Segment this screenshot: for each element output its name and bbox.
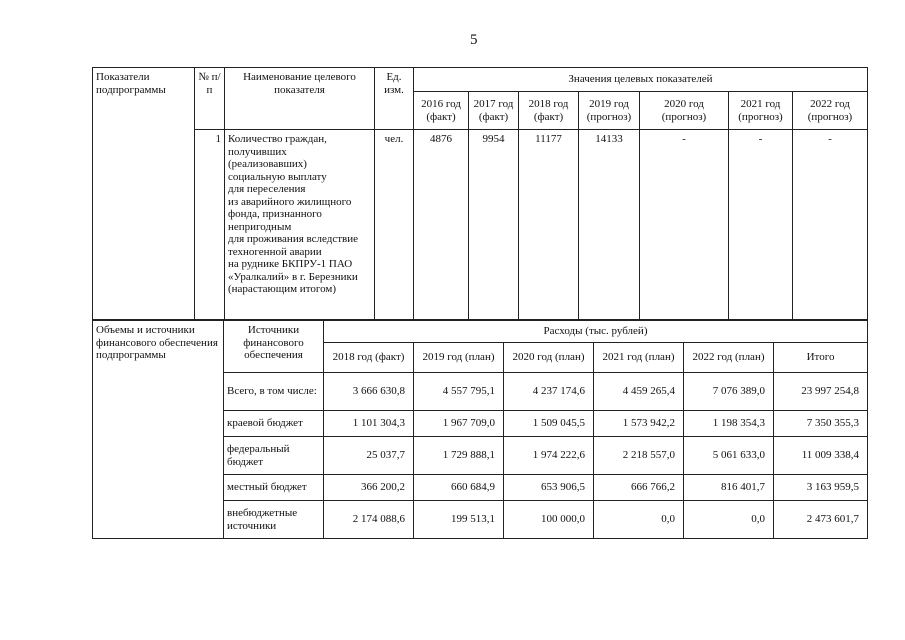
- cell: 5 061 633,0: [684, 437, 774, 475]
- cell: 660 684,9: [414, 475, 504, 501]
- header-year-2021: 2021 год (прогноз): [729, 92, 793, 130]
- header-year-2022: 2022 год (прогноз): [793, 92, 868, 130]
- header-col-2021: 2021 год (план): [594, 343, 684, 373]
- header-year-2017: 2017 год (факт): [469, 92, 519, 130]
- header-expenses: Расходы (тыс. рублей): [324, 321, 868, 343]
- section-label-financing: Объемы и источники финансового обеспечения подпрограммы: [93, 321, 224, 539]
- value-2019: 14133: [579, 130, 640, 320]
- row-label-federal: федеральный бюджет: [224, 437, 324, 475]
- cell: 1 509 045,5: [504, 411, 594, 437]
- cell: 7 350 355,3: [774, 411, 868, 437]
- header-col-total: Итого: [774, 343, 868, 373]
- header-unit: Ед. изм.: [375, 68, 414, 130]
- row-label-extrabudgetary: внебюджетные источники: [224, 501, 324, 539]
- header-year-2019: 2019 год (прогноз): [579, 92, 640, 130]
- cell: 23 997 254,8: [774, 373, 868, 411]
- value-2022: -: [793, 130, 868, 320]
- header-col-2018: 2018 год (факт): [324, 343, 414, 373]
- value-2020: -: [640, 130, 729, 320]
- header-year-2020: 2020 год (прогноз): [640, 92, 729, 130]
- cell: 25 037,7: [324, 437, 414, 475]
- cell: 2 473 601,7: [774, 501, 868, 539]
- header-col-2020: 2020 год (план): [504, 343, 594, 373]
- cell: 1 974 222,6: [504, 437, 594, 475]
- cell: 3 666 630,8: [324, 373, 414, 411]
- page-number: 5: [470, 32, 478, 48]
- cell: 816 401,7: [684, 475, 774, 501]
- value-2016: 4876: [414, 130, 469, 320]
- cell: 1 967 709,0: [414, 411, 504, 437]
- row-label-total: Всего, в том числе:: [224, 373, 324, 411]
- cell: 666 766,2: [594, 475, 684, 501]
- cell: 366 200,2: [324, 475, 414, 501]
- row-label-regional: краевой бюджет: [224, 411, 324, 437]
- header-col-2022: 2022 год (план): [684, 343, 774, 373]
- header-sources: Источники финансового обеспечения: [224, 321, 324, 373]
- cell: 199 513,1: [414, 501, 504, 539]
- cell: 11 009 338,4: [774, 437, 868, 475]
- value-2017: 9954: [469, 130, 519, 320]
- value-2021: -: [729, 130, 793, 320]
- cell: 2 218 557,0: [594, 437, 684, 475]
- financing-table: [92, 320, 868, 539]
- indicator-unit: чел.: [375, 130, 414, 320]
- cell: 0,0: [594, 501, 684, 539]
- header-col-2019: 2019 год (план): [414, 343, 504, 373]
- cell: 1 573 942,2: [594, 411, 684, 437]
- table-row: [93, 130, 868, 320]
- row-label-local: местный бюджет: [224, 475, 324, 501]
- cell: 0,0: [684, 501, 774, 539]
- header-year-2018: 2018 год (факт): [519, 92, 579, 130]
- indicator-name: Количество граждан, получивших (реализовавших) социальную выплату для переселения из аварийного жилищного фонда, признанного непригодным для проживания вследствие техногенной аварии на руднике БКПРУ-1 ПАО «Уралкалий» в г. Березники (нарастающим итогом): [225, 130, 375, 320]
- cell: 3 163 959,5: [774, 475, 868, 501]
- cell: 100 000,0: [504, 501, 594, 539]
- header-indicator-name: Наименование целевого показателя: [225, 68, 375, 130]
- cell: 4 557 795,1: [414, 373, 504, 411]
- cell: 4 237 174,6: [504, 373, 594, 411]
- cell: 1 729 888,1: [414, 437, 504, 475]
- cell: 2 174 088,6: [324, 501, 414, 539]
- header-num: № п/п: [195, 68, 225, 130]
- cell: 7 076 389,0: [684, 373, 774, 411]
- section-label-indicators: Показатели подпрограммы: [93, 68, 195, 320]
- header-year-2016: 2016 год (факт): [414, 92, 469, 130]
- header-values-group: Значения целевых показателей: [414, 68, 868, 92]
- cell: 4 459 265,4: [594, 373, 684, 411]
- cell: 1 198 354,3: [684, 411, 774, 437]
- value-2018: 11177: [519, 130, 579, 320]
- row-num: 1: [195, 130, 225, 320]
- cell: 653 906,5: [504, 475, 594, 501]
- target-indicators-table: [92, 67, 868, 320]
- cell: 1 101 304,3: [324, 411, 414, 437]
